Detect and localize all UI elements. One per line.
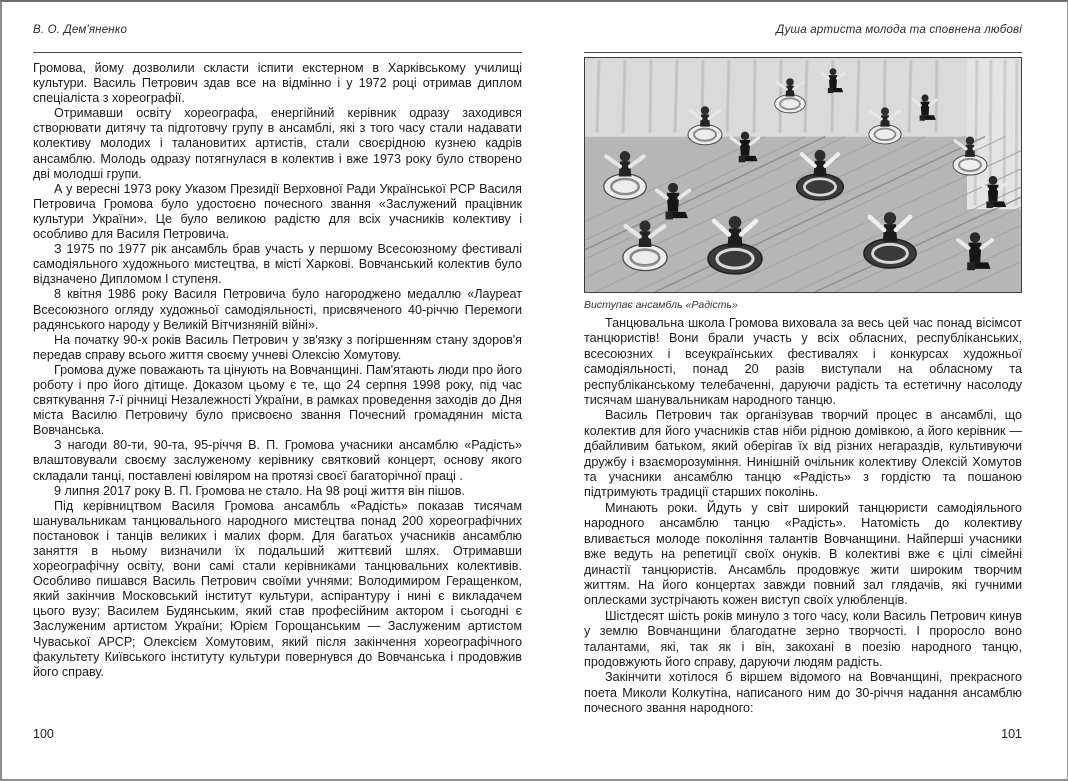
header-rule-right <box>584 52 1022 53</box>
running-header-chapter-title: Душа артиста молода та сповнена любові <box>776 24 1022 36</box>
page-number-left: 100 <box>33 727 54 741</box>
paragraph: На початку 90-х років Василь Петрович у зв'язку з погіршенням стану здоров'я передав справу всього життя своєму учневі Олексію Хомутову. <box>33 332 522 362</box>
left-page-body <box>33 61 522 680</box>
paragraph: Під керівництвом Василя Громова ансамбль «Радість» показав тисячам шанувальникам танцювального народного мистецтва понад 200 хореографічних постановок і танців великих і малих форм. Для багатьох учасників ансамблю заняття в ньому визначили їх подальший життєвий шлях. Отримавши хореографічну освіту, вони самі стали керівниками танцювальних колективів. Особливо пишався Василь Петрович своїми учнями: Володимиром Геращенком, який закінчив Московський інститут культури, аспірантуру і нині є викладачем цього вузу; Василем Будянським, який став професійним актором і сьогодні є Заслуженим артистом України; Юрієм Горощанським — Заслуженим артистом Чуваської АРСР; Олексієм Хомутовим, який після закінчення хореографічного факультету Київського інституту культури повернувся до Вовчанська і продовжив його справу. <box>33 498 522 679</box>
paragraph: А у вересні 1973 року Указом Президії Верховної Ради Української РСР Василя Петровича Громова було удостоєно почесного звання «Заслужений працівник культури України». Це було великою радістю для всіх учасників колективу і особливо для Василя Петровича. <box>33 181 522 242</box>
page-left <box>33 0 522 781</box>
paragraph: Василь Петрович так організував творчий процес в ансамблі, що колектив для його учасників став ніби рідною домівкою, а його керівник — дбайливим батьком, який оберігав їх від різних негараздів, культивуючи дружбу і взаєморозуміння. Нинішній очільник колективу Олексій Хомутов та учасники ансамблю танцю «Радість» з гордістю та пошаною підтримують традиції старших поколінь. <box>584 408 1022 500</box>
paragraph: Громова дуже поважають та цінують на Вовчанщині. Пам'ятають люди про його роботу і про його дітище. Доказом цьому є те, що 24 серпня 1998 року, під час святкування 7-ї річниці Незалежності України, в рамках проведення заходів до Дня міста Василю Петровичу було присвоєно звання Почесний громадянин міста Вовчанська. <box>33 362 522 438</box>
photo-caption: Виступає ансамбль «Радість» <box>584 299 738 311</box>
page-number-right: 101 <box>1001 727 1022 741</box>
paragraph: З нагоди 80-ти, 90-та, 95-річчя В. П. Громова учасники ансамблю «Радість» влаштовували своєму заслуженому керівнику святковий концерт, основу якого складали танці, поставлені ювіляром на протязі своєї багаторічної праці . <box>33 438 522 483</box>
right-page-body <box>584 316 1022 717</box>
paragraph: Закінчити хотілося б віршем відомого на Вовчанщині, прекрасного поета Миколи Колкутіна, написаного ним до 30-річчя надання ансамблю почесного звання народного: <box>584 670 1022 716</box>
paragraph: Отримавши освіту хореографа, енергійний керівник одразу заходився створювати дитячу та підготовчу групу в ансамблі, які з того часу стали надавати колективу молодих і талановитих артистів, стали своєрідною кузнею кадрів ансамблю. Молодь одразу потягнулася в колектив і вже 1973 року було створено дві молодші групи. <box>33 106 522 181</box>
paragraph: 9 липня 2017 року В. П. Громова не стало. На 98 році життя він пішов. <box>54 483 465 498</box>
header-rule-left <box>33 52 522 53</box>
paragraph: З 1975 по 1977 рік ансамбль брав участь у першому Всесоюзному фестивалі самодіяльного художнього мистецтва, в місті Харкові. Вовчанський колектив було відзначено Дипломом I ступеня. <box>33 242 522 287</box>
paragraph: Шістдесят шість років минуло з того часу, коли Василь Петрович кинув у землю Вовчанщини благодатне зерно творчості. І проросло воно талантами, які, так як і він, закохані в поезію народного танцю, продовжують його справу, даруючи людям радість. <box>584 608 1022 669</box>
folk-dance-photo-illustration <box>585 58 1021 292</box>
ensemble-photo <box>584 57 1022 293</box>
running-header-author: В. О. Дем'яненко <box>33 24 128 36</box>
page-right <box>584 0 1022 781</box>
paragraph: Минають роки. Йдуть у світ широкий танцюристи самодіяльного народного ансамблю танцю «Радість». Натомість до колективу вливається молоде покоління талантів Вовчанщини. Найперші учасники вже ведуть на репетиції своїх онуків. В колективі вже є цілі сімейні династії танцюристів. Ансамбль продовжує жити широким творчим життям. На його концертах завжди повний зал глядачів, які гучними оплесками зустрічають кожен виступ своїх улюбленців. <box>584 500 1022 608</box>
paragraph: Танцювальна школа Громова виховала за весь цей час понад вісімсот танцюристів! Вони брали участь у всіх обласних, республіканських, всесоюзних і всеукраїнських фестивалях і конкурсах художньої самодіяльності, понад 20 разів виступали на обласному та республіканському телебаченні, даруючи радість та естетичну насолоду тисячам шанувальникам народного танцю. <box>584 316 1022 408</box>
paragraph: 8 квітня 1986 року Василя Петровича було нагороджено медаллю «Лауреат Всесоюзного огляду художньої самодіяльності, присвяченого 40-річчю Перемоги радянського народу у Великій Вітчизняній війні». <box>33 287 522 332</box>
paragraph: Громова, йому дозволили скласти іспити екстерном в Харківському училищі культури. Василь Петрович здав все на відмінно і у 1972 році отримав диплом спеціаліста з хореографії. <box>33 61 522 106</box>
